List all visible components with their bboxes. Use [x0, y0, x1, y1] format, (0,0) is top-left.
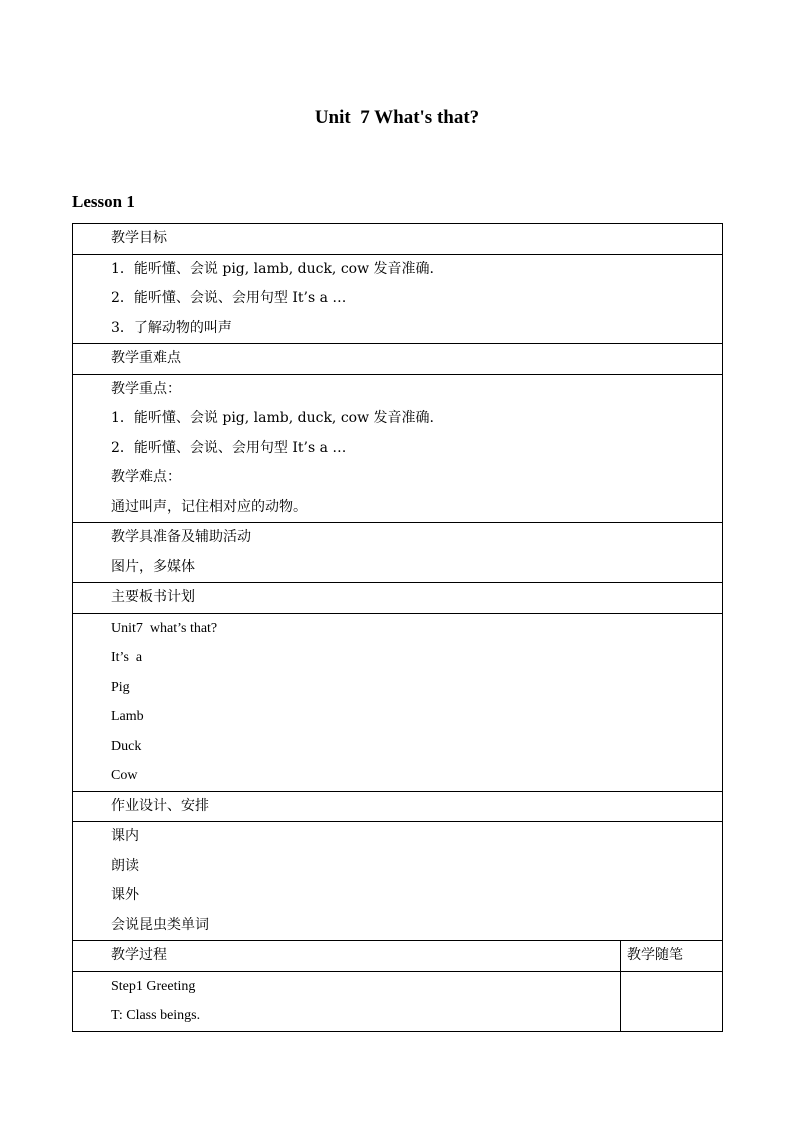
key-points-line: 通过叫声，记住相对应的动物。 — [111, 498, 307, 515]
homework-line: 会说昆虫类单词 — [111, 916, 209, 933]
board-plan-heading-row — [73, 583, 723, 614]
materials-line: 图片，多媒体 — [111, 558, 195, 575]
board-plan-line: Pig — [111, 679, 130, 695]
objectives-content-row — [73, 254, 723, 344]
key-points-line: 1．能听懂、会说 pig, lamb, duck, cow 发音准确. — [111, 410, 434, 426]
process-content-row — [73, 971, 723, 1031]
process-line: T: Class beings. — [111, 1008, 201, 1023]
key-points-content-row — [73, 374, 723, 523]
homework-heading: 作业设计、安排 — [111, 797, 209, 814]
board-plan-content-row — [73, 613, 723, 791]
objectives-line: 1．能听懂、会说 pig, lamb, duck, cow 发音准确. — [111, 260, 434, 277]
materials-heading: 教学具准备及辅助活动 — [111, 529, 251, 545]
board-plan-line: Unit7 what’s that? — [111, 620, 218, 636]
board-plan-line: Lamb — [111, 709, 144, 724]
lesson-label: Lesson 1 — [72, 192, 135, 211]
homework-line: 课内 — [111, 828, 139, 844]
homework-heading-row — [73, 791, 723, 822]
objectives-line: 3．了解动物的叫声 — [111, 319, 232, 336]
key-points-heading: 教学重难点 — [111, 350, 181, 366]
key-points-line: 教学重点： — [111, 380, 181, 397]
process-heading-row — [73, 941, 723, 972]
process-line: Step1 Greeting — [111, 978, 196, 994]
homework-line: 朗读 — [111, 857, 139, 874]
notes-heading: 教学随笔 — [627, 947, 683, 963]
document-title: Unit 7 What's that? — [314, 107, 480, 128]
objectives-heading-row — [73, 224, 723, 255]
lesson-plan-table — [72, 223, 723, 1032]
materials-row — [73, 523, 723, 583]
board-plan-line: It’s a — [111, 650, 143, 665]
notes-cell — [621, 971, 723, 1031]
key-points-heading-row — [73, 344, 723, 375]
board-plan-heading: 主要板书计划 — [111, 589, 195, 605]
objectives-heading: 教学目标 — [111, 230, 167, 246]
homework-content-row — [73, 822, 723, 941]
board-plan-line: Duck — [111, 738, 142, 754]
board-plan-line: Cow — [111, 768, 138, 783]
key-points-line: 教学难点： — [111, 469, 181, 485]
homework-line: 课外 — [111, 887, 139, 903]
objectives-line: 2．能听懂、会说、会用句型 It’s a … — [111, 290, 347, 306]
process-heading: 教学过程 — [111, 947, 167, 963]
key-points-line: 2．能听懂、会说、会用句型 It’s a … — [111, 439, 347, 456]
